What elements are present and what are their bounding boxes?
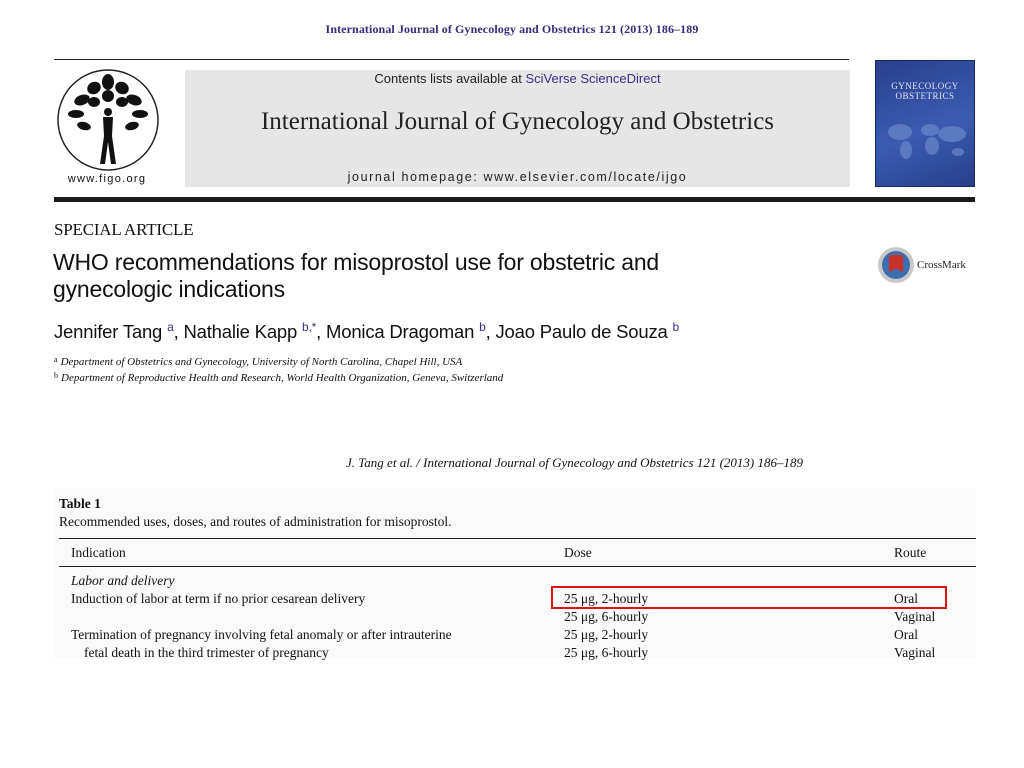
- affiliation-text: Department of Reproductive Health and Research, World Health Organization, Geneva, Switzerland: [61, 372, 504, 384]
- article-title: [53, 249, 853, 303]
- cover-title: [876, 81, 974, 101]
- row-route: Oral: [894, 591, 918, 606]
- article-type: SPECIAL ARTICLE: [54, 220, 194, 239]
- author-separator: ,: [173, 321, 184, 342]
- author-name[interactable]: Nathalie Kapp: [183, 321, 298, 342]
- author-name[interactable]: Jennifer Tang: [54, 321, 163, 342]
- article-title-line2: gynecologic indications: [53, 276, 285, 302]
- article-title-line1: WHO recommendations for misoprostol use for obstetric and: [53, 249, 660, 275]
- affiliation-b: [54, 371, 874, 384]
- cover-title-line1: GYNECOLOGY: [891, 81, 959, 91]
- author-name[interactable]: Joao Paulo de Souza: [495, 321, 668, 342]
- header-dose: Dose: [564, 545, 592, 560]
- row-indication: Termination of pregnancy involving fetal anomaly or after intrauterine: [71, 627, 452, 642]
- author-list: [54, 320, 874, 343]
- masthead-rule: [54, 197, 975, 202]
- table-caption: Recommended uses, doses, and routes of administration for misoprostol.: [59, 514, 452, 529]
- table-top-rule: [59, 538, 976, 539]
- cover-title-line2: OBSTETRICS: [895, 91, 955, 101]
- author-affiliation-mark[interactable]: b,*: [302, 320, 317, 334]
- table-label: Table 1: [59, 496, 101, 511]
- row-route: Vaginal: [894, 645, 936, 660]
- figo-url[interactable]: www.figo.org: [67, 173, 147, 185]
- author-separator: ,: [485, 321, 496, 342]
- header-indication: Indication: [71, 545, 126, 560]
- affiliation-text: Department of Obstetrics and Gynecology, University of North Carolina, Chapel Hill, USA: [60, 356, 463, 368]
- journal-cover[interactable]: [875, 60, 975, 187]
- header-rule: [54, 59, 849, 60]
- contents-prefix: Contents lists available at: [374, 71, 526, 86]
- author-affiliation-mark[interactable]: b: [672, 320, 680, 334]
- world-map-icon: [882, 116, 970, 161]
- running-head: J. Tang et al. / International Journal of Gynecology and Obstetrics 121 (2013) 186–189: [346, 455, 803, 470]
- affiliation-a: [54, 355, 874, 368]
- sciencedirect-link[interactable]: SciVerse ScienceDirect: [525, 71, 661, 86]
- row-dose: 25 μg, 2-hourly: [564, 591, 649, 606]
- author-affiliation-mark[interactable]: b: [479, 320, 486, 334]
- journal-title: International Journal of Gynecology and Obstetrics: [260, 108, 775, 135]
- row-route: Vaginal: [894, 609, 936, 624]
- author-affiliation-mark[interactable]: a: [167, 320, 174, 334]
- affiliation-mark: a: [54, 355, 58, 364]
- row-dose: 25 μg, 6-hourly: [564, 645, 649, 660]
- row-dose: 25 μg, 2-hourly: [564, 627, 649, 642]
- figo-logo: [54, 68, 164, 188]
- author-separator: ,: [316, 321, 327, 342]
- contents-line: [185, 71, 850, 86]
- highlight-box: [551, 586, 947, 609]
- row-dose: 25 μg, 6-hourly: [564, 609, 649, 624]
- row-route: Oral: [894, 627, 918, 642]
- affiliation-mark: b: [54, 371, 58, 380]
- author-name[interactable]: Monica Dragoman: [326, 321, 475, 342]
- header-route: Route: [894, 545, 927, 560]
- row-indication: fetal death in the third trimester of pregnancy: [84, 645, 329, 660]
- table-header-rule: [59, 566, 976, 567]
- journal-citation: International Journal of Gynecology and Obstetrics 121 (2013) 186–189: [325, 22, 699, 36]
- row-indication: Induction of labor at term if no prior cesarean delivery: [71, 591, 366, 606]
- table-section-label: Labor and delivery: [71, 573, 175, 588]
- journal-homepage[interactable]: journal homepage: www.elsevier.com/locate/ijgo: [347, 170, 688, 184]
- crossmark-label[interactable]: CrossMark: [917, 259, 966, 271]
